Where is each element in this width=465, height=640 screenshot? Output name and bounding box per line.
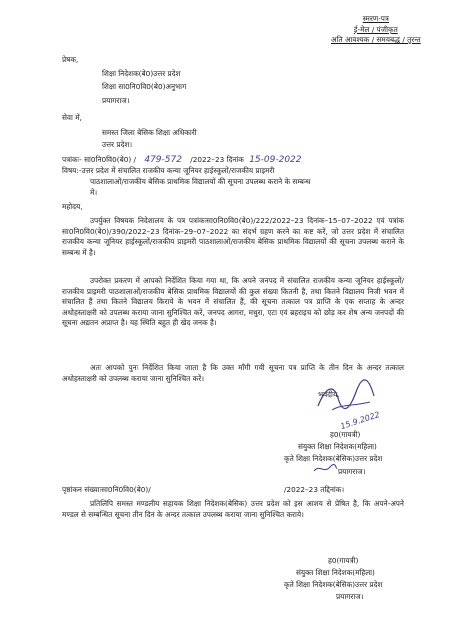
letter-reference [62,155,302,166]
signature-handwritten-date: 15.9.2022 [339,409,381,432]
reference-date-handwritten: 15-09-2022 [249,155,302,165]
urgency-label: अति आवश्यक / समयबद्ध / तुरन्त [331,35,421,45]
paragraph-2: उपरोक्त प्रकरण में आपको निर्देशित किया गया था, कि अपने जनपद में संचालित राजकीय कन्या जूनियर हाईस्कूलों/राजकीय प्राइमरी पाठशालाओं/राजकीय बेसिक प्राथमिक विद्यालयों की कुल संख्या कितनी है, तथा कितने विद्यालय निजी भवन में संचालित हैं तथा कितने विद्यालय किराये के भवन में संचालित हैं, की सूचना तत्काल पत्र प्राप्ति के एक सप्ताह के अन्दर अधोहस्ताक्षरी को उपलब्ध कराया जाना सुनिश्चित करें, जनपद आगरा, मथुरा, एटा एवं ब्रहराइच को छोड़ कर शेष अन्य जनपदों की सूचना अद्यतन अप्राप्त है। यह स्थिति बहुत ही खेद जनक है। [62,276,404,328]
subject-line-3: में। [90,188,98,197]
signature-1-name: ह0(गायत्री) [330,430,361,439]
paragraph-3: अतः आपको पुनः निर्देशित किया जाता है कि उक्त माँगी गयी सूचना पत्र प्राप्ति के तीन दिन के अन्दर तत्काल अधोहस्ताक्षरी को उपलब्ध कराया जाना सुनिश्चित करें। [62,363,404,383]
signature-2-place: प्रयागराज। [336,592,364,601]
signature-1-designation: कृते शिक्षा निदेशक(बेसिक)उत्तर प्रदेश [284,454,383,463]
signature-2-title: संयुक्त शिक्षा निदेशक(महिला) [296,568,375,577]
subject-line-1: विषय:-उत्तर प्रदेश में संचालित राजकीय कन्या जूनियर हाईस्कूलों/राजकीय प्राइमरी [62,166,275,175]
signature-2-name: ह0(गायत्री) [328,556,359,565]
email-registered-label: ई-मेल / पंजीकृत [353,24,398,34]
closing: भवदीय, [318,390,340,399]
reference-prefix: पत्रांकः- सा0नि0वि0(बे0) / [62,155,137,164]
subject-line-2: पाठशालाओं/राजकीय बेसिक प्राथमिक विद्यालयों की सूचना उपलब्ध कराने के सम्बन्ध [90,177,311,186]
sender-line-3: प्रयागराज। [102,96,130,105]
paragraph-1: उपर्युक्त विषयक निदेशालय के पत्र पत्रांकःसा0नि0वि0(बे0)/222/2022–23 दिनांक–15–07–2022 एवं पत्रांक सा0नि0वि0(बे0)/390/2022–23 दिनांक–29–07–2022 का संदर्भ ग्रहण करने का कष्ट करें, जो उत्तर प्रदेश में संचालित राजकीय कन्या जूनियर हाईस्कूलों/राजकीय प्राइमरी पाठशालाओं/राजकीय बेसिक प्राथमिक विद्यालयों की सूचना उपलब्ध कराने के सम्बन्ध में है। [62,216,404,257]
letter-type-box [331,14,421,46]
reminder-label: स्मरण-पत्र [362,14,389,23]
salutation: महोदय, [62,202,83,211]
endorsement-number: पृष्ठांकन संख्याःसा0नि0वि0(बे0)/ [62,485,151,494]
signature-2-designation: कृते शिक्षा निदेशक(बेसिक)उत्तर प्रदेश [284,580,383,589]
sender-label: प्रेषक, [62,55,79,64]
endorsement-text: प्रतिलिपि समस्त मण्डलीय सहायक शिक्षा निदेशक(बेसिक) उत्तर प्रदेश को इस आशय से प्रेषित है, कि अपने-अपने मण्डल से सम्बन्धित सूचना तीन दिन के अन्दर तत्काल उपलब्ध कराया जाना सुनिश्चित कराये। [62,499,404,519]
reference-mid: /2022–23 दिनांक [190,155,244,164]
recipient-line-1: समस्त जिला बेसिक शिक्षा अधिकारी [102,128,197,137]
endorsement-date: /2022–23 तद्दिनांक। [284,485,345,494]
sender-line-1: शिक्षा निदेशक(बे0)उत्तर प्रदेश [102,69,181,78]
recipient-line-2: उत्तर प्रदेश। [102,140,133,149]
sender-line-2: शिक्षा सा0नि0वि0(बे0)अनुभाग [102,82,187,91]
recipient-label: सेवा में, [62,113,82,122]
reference-number-handwritten: 479-572 [144,155,182,165]
signature-1-title: संयुक्त शिक्षा निदेशक(महिला) [298,442,377,451]
signature-1-place: प्रयागराज। [338,467,366,476]
initial-scribble [312,462,338,476]
